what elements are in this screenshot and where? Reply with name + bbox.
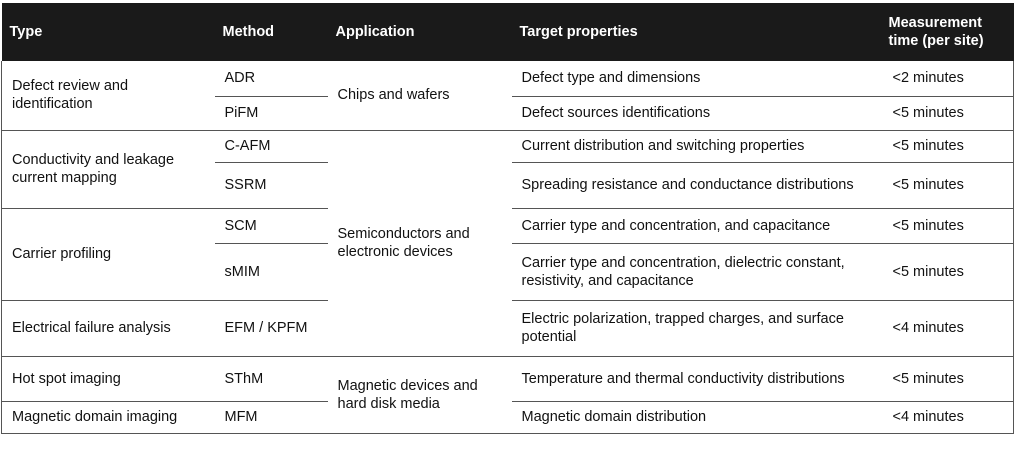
header-target-properties: Target properties	[512, 3, 883, 61]
cell-time: <4 minutes	[883, 401, 1014, 433]
table-header	[2, 3, 1014, 61]
cell-target: Temperature and thermal conductivity distributions	[512, 356, 883, 401]
table-row	[2, 356, 1014, 401]
cell-application: Magnetic devices and hard disk media	[328, 356, 512, 433]
cell-method: PiFM	[215, 96, 328, 130]
cell-target: Electric polarization, trapped charges, and surface potential	[512, 300, 883, 356]
header-measurement-time	[883, 3, 1014, 61]
cell-method: sMIM	[215, 243, 328, 300]
cell-method: SThM	[215, 356, 328, 401]
table-row	[2, 130, 1014, 162]
cell-time: <5 minutes	[883, 162, 1014, 208]
header-measurement-time-line2: time (per site)	[888, 33, 984, 49]
cell-method: ADR	[215, 61, 328, 96]
cell-method: C-AFM	[215, 130, 328, 162]
cell-target: Carrier type and concentration, and capacitance	[512, 208, 883, 243]
table-body	[2, 61, 1014, 433]
header-method: Method	[215, 3, 328, 61]
cell-time: <2 minutes	[883, 61, 1014, 96]
cell-method: EFM / KPFM	[215, 300, 328, 356]
cell-type: Electrical failure analysis	[2, 300, 215, 356]
cell-method: SSRM	[215, 162, 328, 208]
comparison-table	[1, 3, 1014, 434]
cell-time: <5 minutes	[883, 208, 1014, 243]
cell-application: Chips and wafers	[328, 61, 512, 130]
cell-type: Conductivity and leakage current mapping	[2, 130, 215, 208]
cell-type: Hot spot imaging	[2, 356, 215, 401]
cell-time: <5 minutes	[883, 96, 1014, 130]
cell-method: SCM	[215, 208, 328, 243]
cell-target: Carrier type and concentration, dielectric constant, resistivity, and capacitance	[512, 243, 883, 300]
cell-target: Spreading resistance and conductance distributions	[512, 162, 883, 208]
header-application: Application	[328, 3, 512, 61]
cell-time: <5 minutes	[883, 130, 1014, 162]
cell-time: <5 minutes	[883, 243, 1014, 300]
cell-application: Semiconductors and electronic devices	[328, 130, 512, 356]
cell-type: Carrier profiling	[2, 208, 215, 300]
table-row	[2, 61, 1014, 96]
cell-type: Defect review and identification	[2, 61, 215, 130]
cell-type: Magnetic domain imaging	[2, 401, 215, 433]
cell-target: Current distribution and switching properties	[512, 130, 883, 162]
header-type: Type	[2, 3, 215, 61]
cell-time: <4 minutes	[883, 300, 1014, 356]
cell-time: <5 minutes	[883, 356, 1014, 401]
cell-target: Magnetic domain distribution	[512, 401, 883, 433]
header-row	[2, 3, 1014, 61]
header-measurement-time-line1: Measurement	[888, 15, 982, 31]
cell-target: Defect sources identifications	[512, 96, 883, 130]
cell-target: Defect type and dimensions	[512, 61, 883, 96]
cell-method: MFM	[215, 401, 328, 433]
